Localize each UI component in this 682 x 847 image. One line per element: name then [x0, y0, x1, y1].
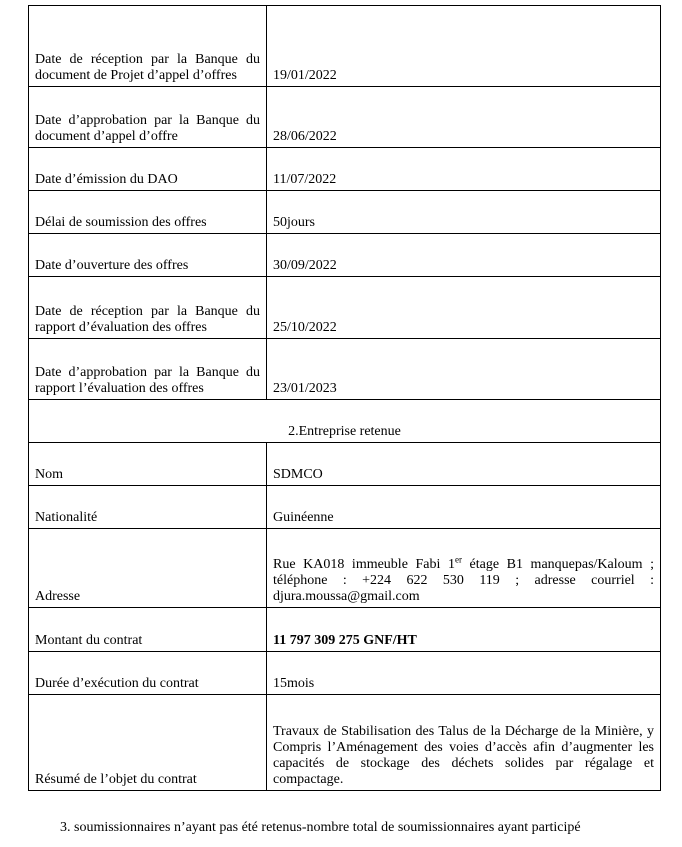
- row-label: Date d’émission du DAO: [29, 148, 267, 191]
- address-value: [267, 529, 661, 608]
- table-row: [29, 148, 661, 191]
- row-value: 30/09/2022: [267, 234, 661, 277]
- row-label: Date de réception par la Banque du document de Projet d’appel d’offres: [29, 6, 267, 87]
- table-row: [29, 87, 661, 148]
- table-row: [29, 529, 661, 608]
- row-label: Montant du contrat: [29, 608, 267, 652]
- row-value: 23/01/2023: [267, 339, 661, 400]
- row-value: 50jours: [267, 191, 661, 234]
- row-value: 19/01/2022: [267, 6, 661, 87]
- row-label: Adresse: [29, 529, 267, 608]
- contract-info-table: [28, 5, 661, 791]
- row-label: Résumé de l’objet du contrat: [29, 695, 267, 791]
- table-row: [29, 191, 661, 234]
- section-title: 2.Entreprise retenue: [29, 400, 661, 443]
- table-row: [29, 6, 661, 87]
- row-value: Travaux de Stabilisation des Talus de la Décharge de la Minière, y Compris l’Aménagement des voies d’accès afin d’augmenter les capacités de stockage des déchets solides par régalage et compactage.: [267, 695, 661, 791]
- table-row: [29, 695, 661, 791]
- row-label: Nationalité: [29, 486, 267, 529]
- address-part: étage B1 manquepas/Kaloum ; téléphone : +224 622 530 119 ; adresse courriel : djura.moussa@gmail.com: [273, 557, 654, 604]
- table-row: [29, 234, 661, 277]
- row-value: 15mois: [267, 652, 661, 695]
- address-part: Rue KA018 immeuble Fabi 1: [273, 557, 455, 572]
- row-label: Date de réception par la Banque du rapport d’évaluation des offres: [29, 277, 267, 339]
- table-row: [29, 608, 661, 652]
- row-value: 25/10/2022: [267, 277, 661, 339]
- row-label: Délai de soumission des offres: [29, 191, 267, 234]
- table-row: [29, 486, 661, 529]
- row-value: 11/07/2022: [267, 148, 661, 191]
- contract-amount: 11 797 309 275 GNF/HT: [267, 608, 661, 652]
- section-3-heading: 3. soumissionnaires n’ayant pas été retenus-nombre total de soumissionnaires ayant participé: [60, 820, 581, 835]
- row-label: Nom: [29, 443, 267, 486]
- row-label: Date d’approbation par la Banque du rapport l’évaluation des offres: [29, 339, 267, 400]
- section-heading-row: [29, 400, 661, 443]
- table-row: [29, 652, 661, 695]
- table-row: [29, 443, 661, 486]
- row-value: 28/06/2022: [267, 87, 661, 148]
- row-label: Durée d’exécution du contrat: [29, 652, 267, 695]
- row-label: Date d’approbation par la Banque du document d’appel d’offre: [29, 87, 267, 148]
- row-label: Date d’ouverture des offres: [29, 234, 267, 277]
- row-value: Guinéenne: [267, 486, 661, 529]
- table-row: [29, 277, 661, 339]
- address-superscript: er: [454, 554, 462, 565]
- table-row: [29, 339, 661, 400]
- row-value: SDMCO: [267, 443, 661, 486]
